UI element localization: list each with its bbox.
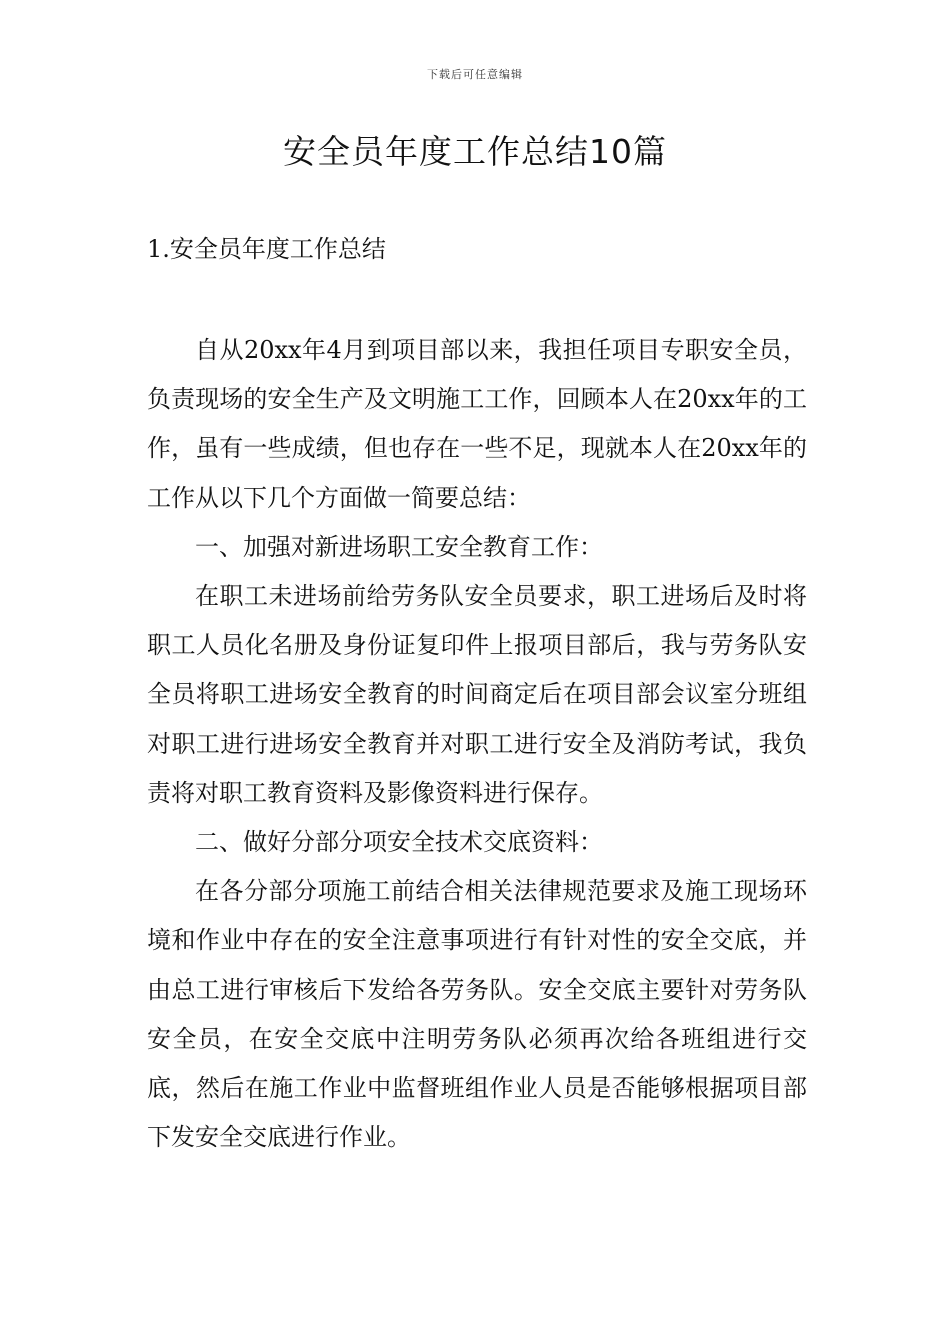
paragraph-safety-education: 在职工未进场前给劳务队安全员要求，职工进场后及时将职工人员化名册及身份证复印件上报项目部后，我与劳务队安全员将职工进场安全教育的时间商定后在项目部会议室分班组对职工进行进场安全教育并对职工进行安全及消防考试，我负责将对职工教育资料及影像资料进行保存。 xyxy=(147,582,807,807)
paragraph-heading-1: 一、加强对新进场职工安全教育工作： xyxy=(195,532,603,561)
header-note: 下载后可任意编辑 xyxy=(427,68,523,81)
paragraph-technical-briefing: 在各分部分项施工前结合相关法律规范要求及施工现场环境和作业中存在的安全注意事项进行有针对性的安全交底，并由总工进行审核后下发给各劳务队。安全交底主要针对劳务队安全员，在安全交底中注明劳务队必须再次给各班组进行交底，然后在施工作业中监督班组作业人员是否能够根据项目部下发安全交底进行作业。 xyxy=(147,877,807,1152)
section-heading: 1.安全员年度工作总结 xyxy=(147,235,386,263)
paragraph-intro: 自从20xx年4月到项目部以来，我担任项目专职安全员，负责现场的安全生产及文明施工工作，回顾本人在20xx年的工作，虽有一些成绩，但也存在一些不足，现就本人在20xx年的工作从以下几个方面做一简要总结： xyxy=(147,336,807,512)
document-body xyxy=(147,326,807,1162)
paragraph-heading-2: 二、做好分部分项安全技术交底资料： xyxy=(195,828,603,857)
document-title: 安全员年度工作总结10篇 xyxy=(283,132,667,171)
